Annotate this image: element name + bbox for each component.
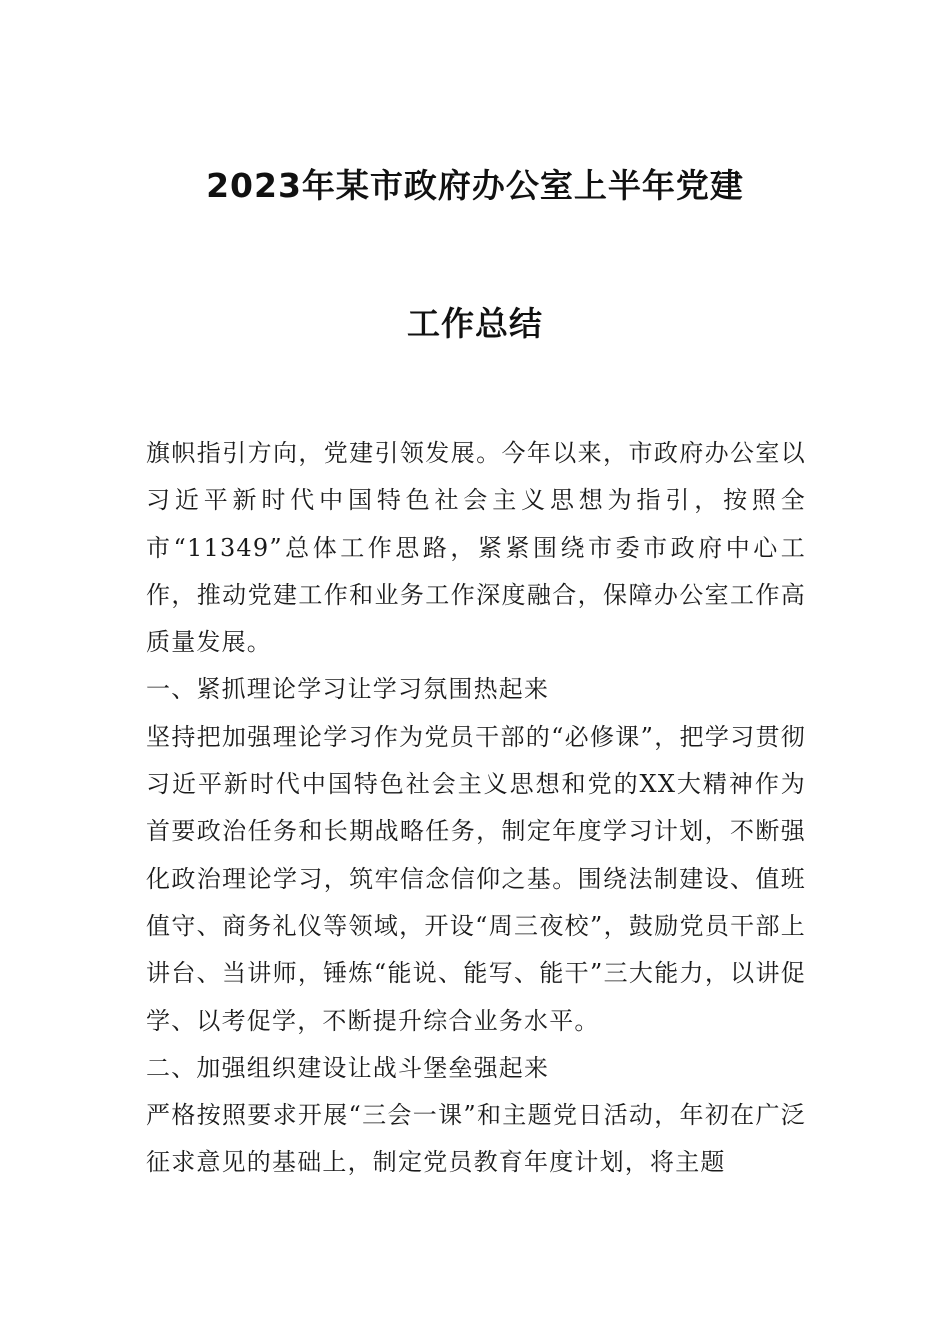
document-title-line-2: 工作总结 [407,304,543,343]
document-body [146,430,806,1187]
section-heading-1: 一、紧抓理论学习让学习氛围热起来 [146,675,550,704]
paragraph-theory-study: 坚持把加强理论学习作为党员干部的“必修课”，把学习贯彻习近平新时代中国特色社会主义思想和党的XX大精神作为首要政治任务和长期战略任务，制定年度学习计划，不断强化政治理论学习，筑牢信念信仰之基。围绕法制建设、值班值守、商务礼仪等领域，开设“周三夜校”，鼓励党员干部上讲台、当讲师，锤炼“能说、能写、能干”三大能力，以讲促学、以考促学，不断提升综合业务水平。 [146,722,806,1035]
section-heading-2: 二、加强组织建设让战斗堡垒强起来 [146,1053,550,1082]
paragraph-intro: 旗帜指引方向，党建引领发展。今年以来，市政府办公室以习近平新时代中国特色社会主义思想为指引，按照全市“11349”总体工作思路，紧紧围绕市委市政府中心工作，推动党建工作和业务工作深度融合，保障办公室工作高质量发展。 [146,439,806,657]
paragraph-organization: 严格按照要求开展“三会一课”和主题党日活动，年初在广泛征求意见的基础上，制定党员教育年度计划，将主题 [146,1101,806,1177]
document-title-line-1: 2023年某市政府办公室上半年党建 [206,166,744,205]
